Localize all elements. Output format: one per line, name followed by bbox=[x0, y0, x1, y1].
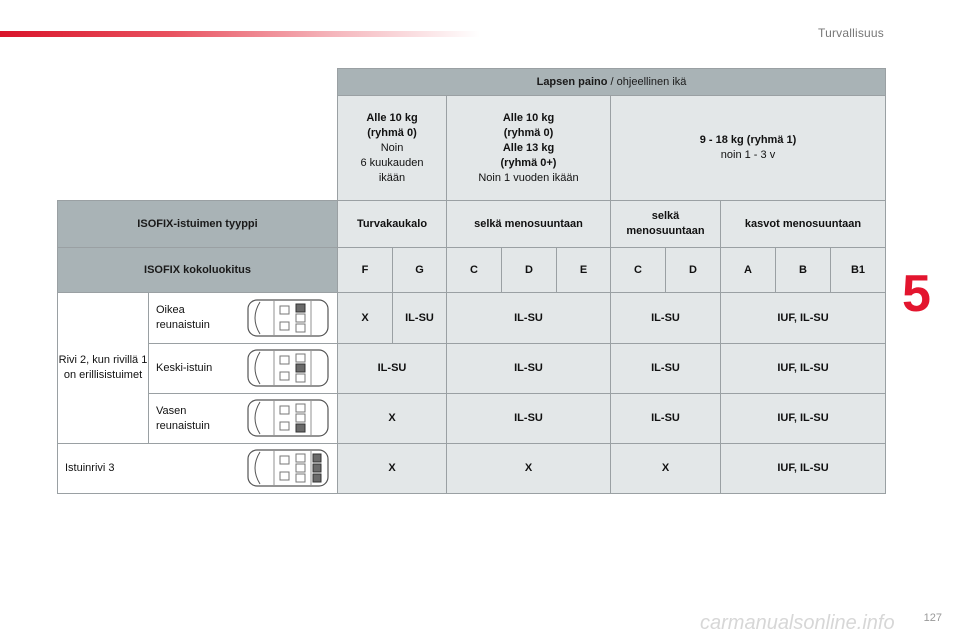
value-cell: IUF, IL-SU bbox=[720, 343, 886, 394]
class-label: ISOFIX kokoluokitus bbox=[57, 247, 338, 293]
class-cell: F bbox=[337, 247, 393, 293]
car-seat-diagram-icon bbox=[246, 398, 330, 438]
chapter-title: Turvallisuus bbox=[818, 26, 884, 40]
seat-label-row3: Istuinrivi 3 bbox=[57, 443, 338, 494]
class-cell: A bbox=[720, 247, 776, 293]
type-label: ISOFIX-istuimen tyyppi bbox=[57, 200, 338, 248]
value-cell: X bbox=[337, 443, 447, 494]
value-cell: X bbox=[610, 443, 721, 494]
group-cell-2: 9 - 18 kg (ryhmä 1) noin 1 - 3 v bbox=[610, 95, 886, 201]
type-cell-3: kasvot menosuuntaan bbox=[720, 200, 886, 248]
class-cell: G bbox=[392, 247, 447, 293]
car-seat-diagram-icon bbox=[246, 448, 330, 488]
class-cell: C bbox=[446, 247, 502, 293]
class-cell: B1 bbox=[830, 247, 886, 293]
weight-header: Lapsen paino / ohjeellinen ikä bbox=[337, 68, 886, 96]
value-cell: IUF, IL-SU bbox=[720, 292, 886, 344]
seat-label-center: Keski-istuin bbox=[148, 343, 338, 394]
value-cell: IL-SU bbox=[610, 343, 721, 394]
class-cell: E bbox=[556, 247, 611, 293]
chapter-number: 5 bbox=[902, 265, 931, 323]
page-number: 127 bbox=[923, 612, 942, 624]
group-cell-0: Alle 10 kg (ryhmä 0) Noin 6 kuukauden ikään bbox=[337, 95, 447, 201]
value-cell: IL-SU bbox=[610, 393, 721, 444]
car-seat-diagram-icon bbox=[246, 348, 330, 388]
class-cell: D bbox=[665, 247, 721, 293]
value-cell: IL-SU bbox=[337, 343, 447, 394]
group-cell-1: Alle 10 kg (ryhmä 0) Alle 13 kg (ryhmä 0+) Noin 1 vuoden ikään bbox=[446, 95, 611, 201]
type-cell-0: Turvakaukalo bbox=[337, 200, 447, 248]
seat-label-left: Vasen reunaistuin bbox=[148, 393, 338, 444]
seat-label-right: Oikea reunaistuin bbox=[148, 292, 338, 344]
watermark: carmanualsonline.info bbox=[700, 612, 895, 634]
class-cell: D bbox=[501, 247, 557, 293]
value-cell: IL-SU bbox=[392, 292, 447, 344]
value-cell: IL-SU bbox=[446, 393, 611, 444]
value-cell: IUF, IL-SU bbox=[720, 393, 886, 444]
car-seat-diagram-icon bbox=[246, 298, 330, 338]
type-cell-2: selkä menosuuntaan bbox=[610, 200, 721, 248]
value-cell: IL-SU bbox=[446, 343, 611, 394]
value-cell: X bbox=[337, 292, 393, 344]
value-cell: IL-SU bbox=[446, 292, 611, 344]
row2-group-label: Rivi 2, kun rivillä 1 on erillisistuimet bbox=[57, 292, 149, 444]
value-cell: X bbox=[446, 443, 611, 494]
value-cell: X bbox=[337, 393, 447, 444]
value-cell: IUF, IL-SU bbox=[720, 443, 886, 494]
class-cell: C bbox=[610, 247, 666, 293]
type-cell-1: selkä menosuuntaan bbox=[446, 200, 611, 248]
value-cell: IL-SU bbox=[610, 292, 721, 344]
class-cell: B bbox=[775, 247, 831, 293]
